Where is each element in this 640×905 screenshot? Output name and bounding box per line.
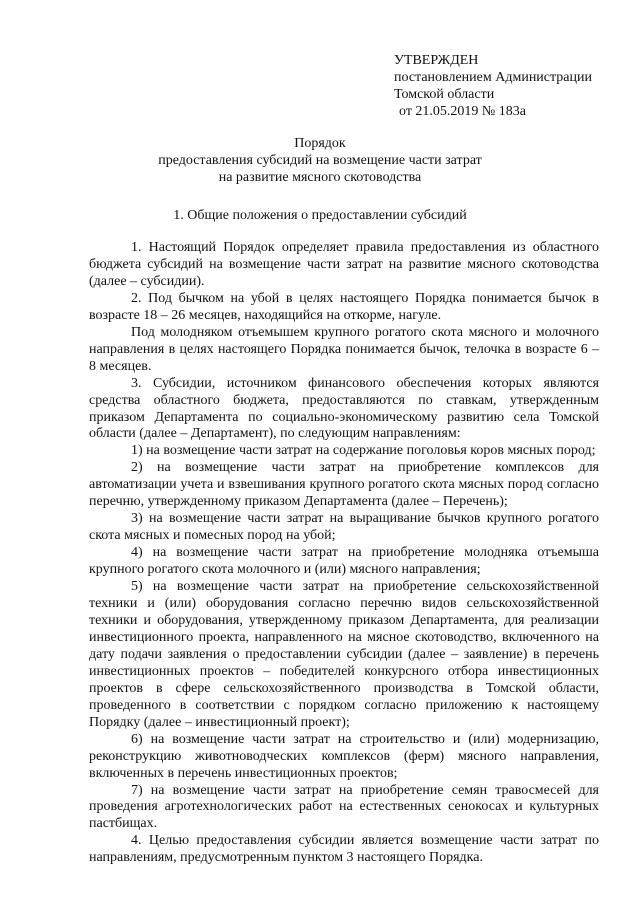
document-title bbox=[0, 135, 640, 186]
list-item-4: 4) на возмещение части затрат на приобретение молодняка отъемыша крупного рогатого скота молочного и (или) мясного направления; bbox=[89, 545, 599, 578]
document-title-word: Порядок bbox=[294, 136, 346, 151]
section-heading: 1. Общие положения о предоставлении субсидий bbox=[173, 208, 467, 223]
document-title-line-3: на развитие мясного скотоводства bbox=[218, 170, 422, 185]
list-item-3: 3) на возмещение части затрат на выращивание бычков крупного рогатого скота мясных и помесных пород на убой; bbox=[89, 511, 599, 544]
paragraph-4: 4. Целью предоставления субсидии является возмещение части затрат по направлениям, предусмотренным пунктом 3 настоящего Порядка. bbox=[89, 833, 599, 866]
paragraph-2-cont: Под молодняком отъемышем крупного рогатого скота мясного и молочного направления в целях настоящего Порядка понимается бычок, телочка в возрасте 6 – 8 месяцев. bbox=[89, 324, 599, 374]
list-item-6: 6) на возмещение части затрат на строительство и (или) модернизацию, реконструкцию животноводческих комплексов (ферм) мясного направления, включенных в перечень инвестиционных проектов; bbox=[89, 731, 599, 781]
approval-region-line: Томской области bbox=[394, 87, 495, 102]
approval-stamp bbox=[394, 52, 592, 120]
document-body bbox=[89, 240, 599, 867]
approval-word: УТВЕРЖДЕН bbox=[394, 53, 479, 68]
list-item-1: 1) на возмещение части затрат на содержание поголовья коров мясных пород; bbox=[131, 443, 596, 459]
list-item-2: 2) на возмещение части затрат на приобретение комплексов для автоматизации учета и взвешивания крупного рогатого скота мясных пород согласно перечню, утвержденному приказом Департамента (далее – Перечень); bbox=[89, 460, 599, 510]
list-item-7: 7) на возмещение части затрат на приобретение семян травосмесей для проведения агротехнологических работ на естественных сенокосах и культурных пастбищах. bbox=[89, 782, 599, 832]
paragraph-3: 3. Субсидии, источником финансового обеспечения которых являются средства областного бюджета, предоставляются по ставкам, утвержденным приказом Департамента по социально-экономическому развитию села Томской области (далее – Департамент), по следующим направлениям: bbox=[89, 375, 599, 442]
approval-by-line: постановлением Администрации bbox=[394, 70, 592, 85]
paragraph-1: 1. Настоящий Порядок определяет правила предоставления из областного бюджета субсидий на возмещение части затрат на развитие мясного скотоводства (далее – субсидии). bbox=[89, 240, 599, 289]
paragraph-2: 2. Под бычком на убой в целях настоящего Порядка понимается бычок в возрасте 18 – 26 месяцев, находящийся на откорме, нагуле. bbox=[89, 290, 599, 323]
list-item-5: 5) на возмещение части затрат на приобретение сельскохозяйственной техники и (или) оборудования согласно перечню видов сельскохозяйственной техники и оборудования, утвержденному приказом Департамента, для реализации инвестиционного проекта, направленного на мясное скотоводство, включенного на дату подачи заявления о предоставлении субсидии (далее – заявление) в перечень инвестиционных проектов – победителей конкурсного отбора инвестиционных проектов в сфере сельскохозяйственного производства в Томской области, проведенного в соответствии с порядком согласно приложению к настоящему Порядку (далее – инвестиционный проект); bbox=[89, 579, 599, 730]
document-title-line-2: предоставления субсидий на возмещение части затрат bbox=[158, 153, 482, 168]
approval-date-number: от 21.05.2019 № 183а bbox=[399, 104, 527, 119]
